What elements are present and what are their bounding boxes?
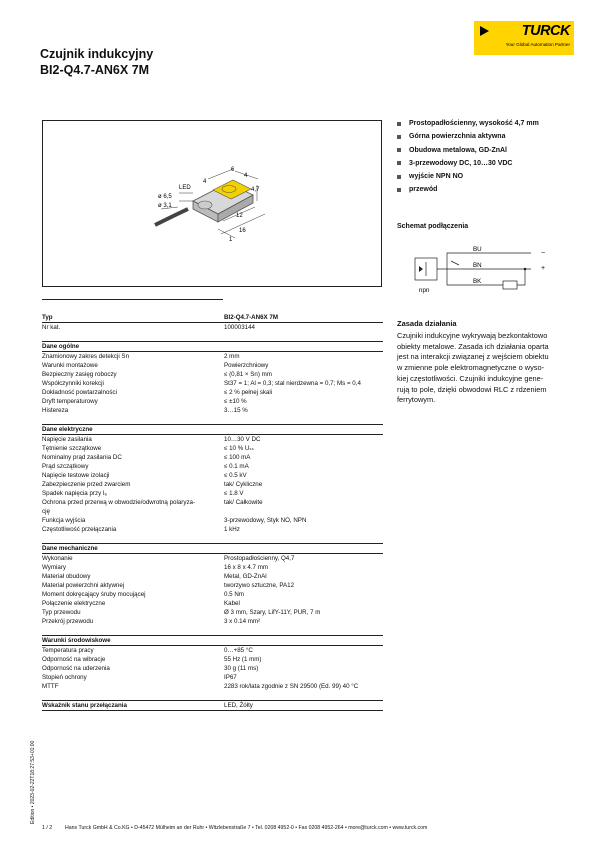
spec-table xyxy=(42,313,383,711)
feature-item: Obudowa metalowa, GD-ZnAl xyxy=(397,146,597,159)
bullet-icon xyxy=(397,148,401,152)
table-row: Częstotliwość przełączania 1 kHz xyxy=(42,526,240,533)
npn-label: npn xyxy=(419,287,430,294)
feature-item: Prostopadłościenny, wysokość 4,7 mm xyxy=(397,119,597,132)
dim-6: 6 xyxy=(231,167,235,173)
divider xyxy=(42,299,223,300)
page-number: 1 / 2 xyxy=(42,825,53,831)
table-row: Temperatura pracy 0…+85 °C xyxy=(42,647,253,654)
table-row: Wykonanie Prostopadłościenny, Q4,7 xyxy=(42,555,295,562)
table-row: Tętnienie szczątkowe ≤ 10 % Uₛₛ xyxy=(42,445,255,452)
product-image-frame xyxy=(42,120,382,287)
feature-item: wyjście NPN NO xyxy=(397,172,597,185)
table-row: MTTF 2283 rok/lata zgodnie z SN 29500 (Ed. 99) 40 °C xyxy=(42,683,359,690)
table-row: Ochrona przed przerwą w obwodzie/odwrotną polaryza- tak/ Całkowite xyxy=(42,499,263,506)
spec-sections xyxy=(42,332,383,711)
table-row: Odporność na uderzenia 30 g (11 ms) xyxy=(42,665,259,672)
company-address: Hans Turck GmbH & Co.KG • D-45472 Mülheim an der Ruhr • Witzlebenstraße 7 • Tel. 0208 4952-0 • Fax 0208 4952-264 • more@turck.com • www.turck.com xyxy=(65,825,428,831)
dim-4-7-top: 4 xyxy=(244,173,248,179)
table-row: Współczynniki korekcji St37 = 1; Al = 0,3; stal nierdzewna = 0,7; Ms = 0,4 xyxy=(42,380,361,387)
catalog-row: Nr kat. 100003144 xyxy=(42,324,255,331)
section-title: Dane ogólne xyxy=(42,343,80,350)
section-title: Dane elektryczne xyxy=(42,426,93,433)
dim-1: 1 xyxy=(229,237,233,243)
table-row: Zabezpieczenie przed zwarciem tak/ Cykliczne xyxy=(42,481,263,488)
turck-logo xyxy=(474,21,574,55)
dim-16: 16 xyxy=(239,228,246,234)
bullet-icon xyxy=(397,188,401,192)
dim-12: 12 xyxy=(236,213,243,219)
logo-tagline: Your Global Automation Partner xyxy=(505,42,570,47)
feature-list xyxy=(397,119,597,199)
table-row: Bezpieczny zasięg roboczy ≤ (0,81 × Sn) mm xyxy=(42,371,272,378)
table-row: Nominalny prąd zasilania DC ≤ 100 mA xyxy=(42,454,251,461)
led-label: LED xyxy=(179,185,191,191)
schematic-title: Schemat podłączenia xyxy=(397,223,469,230)
table-row: Dryft temperaturowy ≤ ±10 % xyxy=(42,398,247,405)
table-row: Histereza 3…15 % xyxy=(42,407,248,414)
table-row: Moment dokręcający śruby mocującej 0.5 Nm xyxy=(42,591,244,598)
dim-dia-3-1: ø 3,1 xyxy=(158,203,172,209)
section-title: Dane mechaniczne xyxy=(42,545,98,552)
table-row: Warunki montażowe Powierzchniowy xyxy=(42,362,269,369)
table-row: Napięcie testowe izolacji ≤ 0.5 kV xyxy=(42,472,247,479)
section-title: Wskaźnik stanu przełączania LED, Żółty xyxy=(42,702,253,709)
plus-label: + xyxy=(541,265,546,272)
table-row: Materiał powierzchni aktywnej tworzywo sztuczne, PA12 xyxy=(42,582,295,589)
feature-item: przewód xyxy=(397,185,597,198)
type-row: Typ BI2-Q4.7-AN6X 7M xyxy=(42,314,278,321)
sensor-drawing xyxy=(43,121,381,286)
wiring-diagram xyxy=(413,241,555,297)
table-row: Prąd szczątkowy ≤ 0.1 mA xyxy=(42,463,249,470)
table-row: Połączenie elektryczne Kabel xyxy=(42,600,240,607)
footer xyxy=(42,825,427,831)
bullet-icon xyxy=(397,135,401,139)
bullet-icon xyxy=(397,175,401,179)
wire-bn: BN xyxy=(473,262,482,269)
table-row: Materiał obudowy Metal, GD-ZnAl xyxy=(42,573,267,580)
logo-word: TURCK xyxy=(521,23,570,39)
principle-title: Zasada działania xyxy=(397,319,457,328)
section-title: Warunki środowiskowe xyxy=(42,637,111,644)
table-row: Znamionowy zakres detekcji Sn 2 mm xyxy=(42,353,240,360)
bullet-icon xyxy=(397,122,401,126)
table-row: Wymiary 16 x 8 x 4.7 mm xyxy=(42,564,269,571)
table-row: Odporność na wibracje 55 Hz (1 mm) xyxy=(42,656,262,663)
table-row: Spadek napięcia przy Iₑ ≤ 1.8 V xyxy=(42,490,244,497)
dim-dia-6-5: ø 6,5 xyxy=(158,194,172,200)
table-row: Napięcie zasilania 10…30 V DC xyxy=(42,436,261,443)
edition-stamp: Edition • 2023-02-22T18:27:53+01:00 xyxy=(30,740,36,824)
minus-label: − xyxy=(541,250,546,257)
table-row: Funkcja wyjścia 3-przewodowy, Styk NO, NPN xyxy=(42,517,307,524)
table-row: Dokładność powtarzalności ≤ 2 % pełnej skali xyxy=(42,389,273,396)
table-row: Stopień ochrony IP67 xyxy=(42,674,237,681)
dim-4: 4 xyxy=(203,179,207,185)
title-line-2: BI2-Q4.7-AN6X 7M xyxy=(40,63,150,77)
title-line-1: Czujnik indukcyjny xyxy=(40,47,154,61)
feature-item: 3-przewodowy DC, 10…30 VDC xyxy=(397,159,597,172)
dim-4-7: 4,7 xyxy=(251,187,260,193)
wire-bu: BU xyxy=(473,246,482,253)
wire-bk: BK xyxy=(473,278,482,285)
feature-item: Górna powierzchnia aktywna xyxy=(397,132,597,145)
bullet-icon xyxy=(397,161,401,165)
table-row: Przekrój przewodu 3 x 0.14 mm² xyxy=(42,618,261,625)
table-row: Typ przewodu Ø 3 mm, Szary, LifY-11Y, PUR, 7 m xyxy=(42,609,321,616)
table-row: cję xyxy=(42,508,50,515)
page-title xyxy=(40,46,153,78)
principle-text: Czujniki indukcyjne wykrywają bezkontaktowo obiekty metalowe. Zasada ich działania oparta jest na interakcji związanej z wejściem obiektu w zmienne pole elektromagnetyczne o wyso- kiej częstotliwości. Czujniki indukcyjne gene- rują to pole, dzięki obwodowi RLC z rdzeniem ferrytowym. xyxy=(397,331,549,405)
